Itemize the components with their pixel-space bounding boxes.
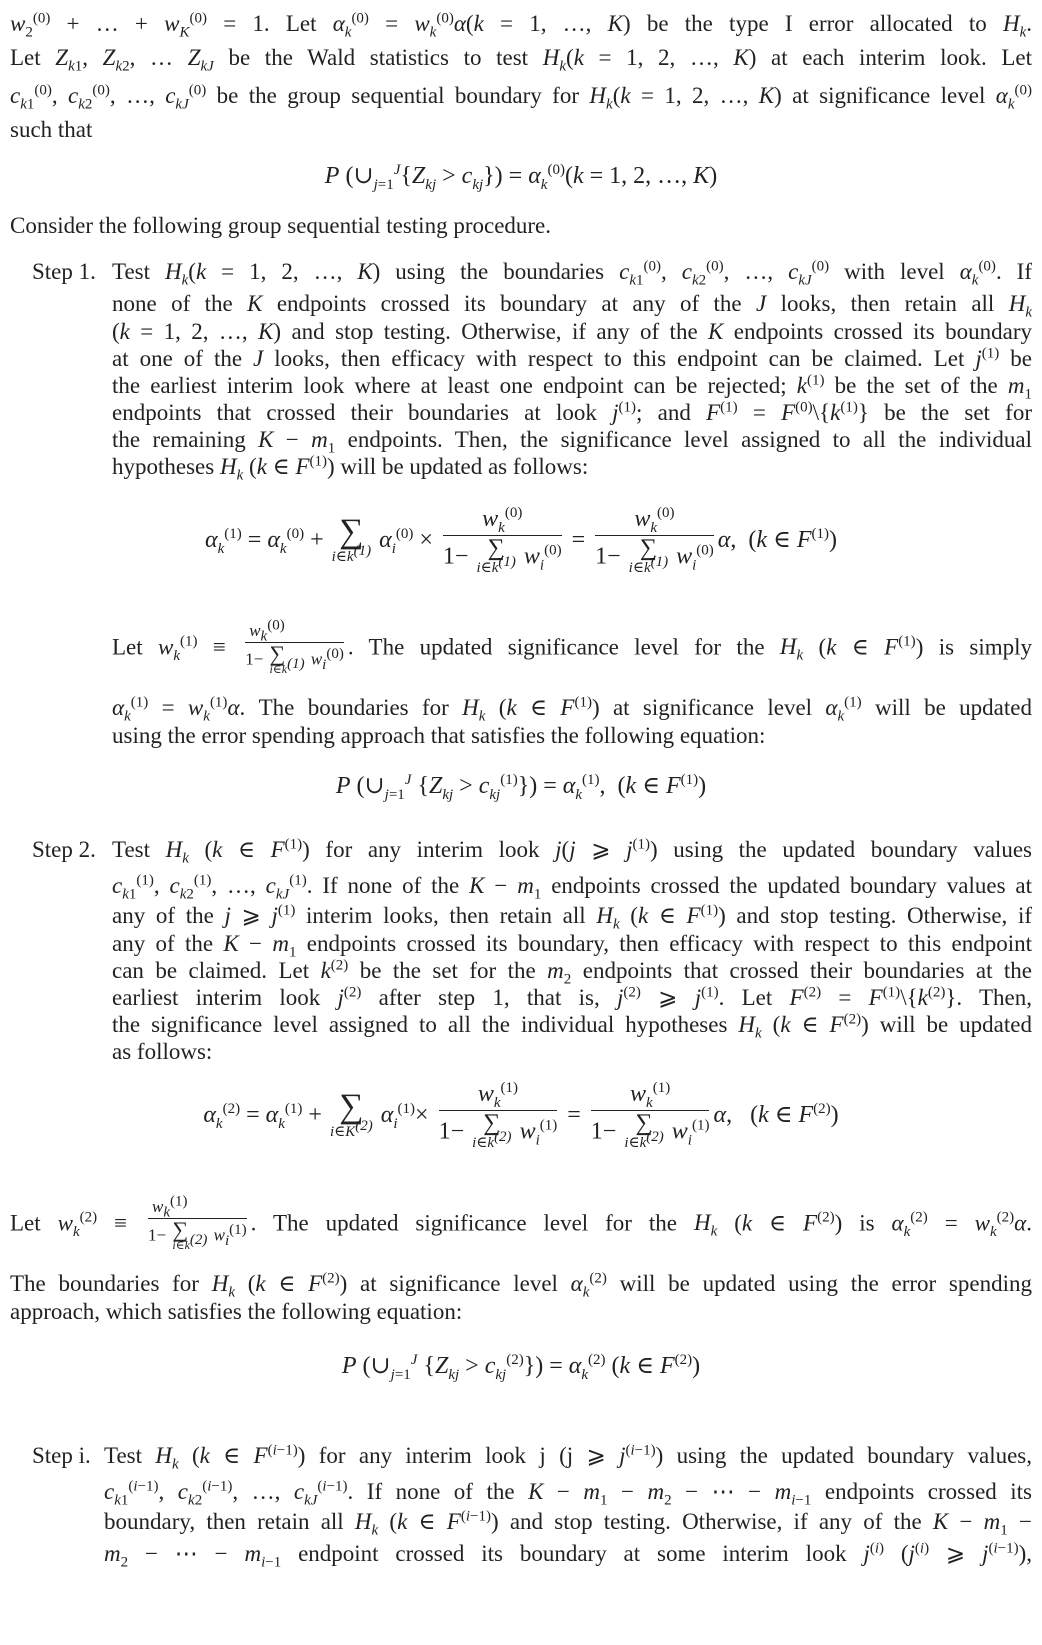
step-i-line-2: $c_{k1}^{(i-1)}$, $c_{k2}^{(i-1)}$, …, $c_{kJ}^{(i-1)}$. If none of the $K - m_1 - m_2$ − ⋯ − $m_{i-1}$ endpoints crossed its	[104, 1478, 1033, 1509]
step-1-line-2: none of the K endpoints crossed its boundary at any of the J looks, then retain all $H_k$	[112, 291, 1032, 321]
step-2-line-6: earliest interim look $j^{(2)}$ after step 1, that is, $j^{(2)}$ ⩾ $j^{(1)}$. Let $F^{(2)}$ = $F^{(1)}\backslash\{k^{(2)}\}$. Then,	[112, 984, 1032, 1010]
intro-line-4: such that	[10, 117, 93, 142]
equation-alpha-2: $\alpha_k^{(2)} = \alpha_k^{(1)}$ + ∑ $i\in K^{(2)}$ $\alpha_i^{(1)}\times$ $w_k^{(1)}$ 1− ∑ $i\in k^{(2)}$ $w_i^{(1)}$ = $w_k^{(1)}$ 1− ∑ $i\in k^{(2)}$ $w_i^{(1)}$ α, (k ∈ $F^{(2)}$)	[203, 1080, 839, 1151]
step-2-label: Step 2.	[32, 837, 96, 862]
intro-line-1: $w_2^{(0)}$ + … + $w_K^{(0)} = 1$. Let $\alpha_k^{(0)} = w_k^{(0)}\alpha(k = 1$, …, K) be the type I error allocated to $H_k$.	[10, 10, 1032, 41]
step-2-line-1: Test $H_k$ (k ∈ $F^{(1)}$) for any interim look j(j ⩾ $j^{(1)}$) using the updated boundary values	[112, 836, 1032, 867]
step-i-line-1: Test $H_k$ (k ∈ $F^{(i-1)}$) for any interim look j (j ⩾ $j^{(i-1)}$) using the updated boundary values,	[104, 1442, 1033, 1473]
step-1-line-1: Test $H_k(k = 1$, 2, …, K) using the boundaries $c_{k1}^{(0)}$, $c_{k2}^{(0)}$, …, $c_{kJ}^{(0)}$ with level $\alpha_k^{(0)}$. If	[112, 258, 1032, 289]
step-1-weight-definition: Let $w_k^{(1)}$ ≡ $w_k^{(0)}$ 1− ∑ $i\in k^{(1)}$ $w_i^{(0)}$ . The updated significance level for the $H_k$ (k ∈ $F^{(1)}$) is simply	[112, 617, 1032, 676]
intro-line-3: $c_{k1}^{(0)}$, $c_{k2}^{(0)}$, …, $c_{kJ}^{(0)}$ be the group sequential boundary for $H_k(k = 1$, 2, …, K) at significance level $\alpha_k^{(0)}$	[10, 82, 1032, 113]
step-2-line-7: the significance level assigned to all the individual hypotheses $H_k$ (k ∈ $F^{(2)}$) will be updated	[112, 1011, 1032, 1042]
after-step-2-line-1: The boundaries for $H_k$ (k ∈ $F^{(2)}$) at significance level $\alpha_k^{(2)}$ will be updated using the error spending	[10, 1270, 1032, 1301]
step-1-line-3: (k = 1, 2, …, K) and stop testing. Otherwise, if any of the K endpoints crossed its boundary	[112, 319, 1032, 344]
after-step-2-line-2: approach, which satisfies the following equation:	[10, 1299, 463, 1324]
step-2-line-5: can be claimed. Let $k^{(2)}$ be the set for the $m_2$ endpoints that crossed their boundaries at the	[112, 957, 1033, 988]
step-2-line-3: any of the j ⩾ $j^{(1)}$ interim looks, then retain all $H_k$ (k ∈ $F^{(1)}$) and stop testing. Otherwise, if	[112, 902, 1033, 933]
step-2-weight-definition: Let $w_k^{(2)}$ ≡ $w_k^{(1)}$ 1− ∑ $i\in k^{(2)}$ $w_i^{(1)}$ . The updated significance level for the $H_k$ (k ∈ $F^{(2)}$) is $\alpha_k^{(2)} = w_k^{(2)}\alpha$.	[10, 1193, 1032, 1252]
step-1-line-6: endpoints that crossed their boundaries at look $j^{(1)}$; and $F^{(1)}$ = $F^{(0)}\backslash\{k^{(1)}\}$ be the set for	[112, 399, 1032, 425]
step-i-label: Step i.	[32, 1443, 91, 1468]
step-i-line-3: boundary, then retain all $H_k$ (k ∈ $F^{(i-1)}$) and stop testing. Otherwise, if any of the $K - m_1$ −	[104, 1508, 1032, 1539]
step-2-line-4: any of the $K - m_1$ endpoints crossed its boundary, then efficacy with respect to this endpoint	[112, 931, 1032, 961]
equation-boundary-1: P ($\cup_{j=1}^J$ $\{Z_{kj} > c_{kj}^{(1)}\}) = \alpha_k^{(1)}$, (k ∈ $F^{(1)}$)	[335, 772, 707, 803]
step-1-line-7: the remaining $K - m_1$ endpoints. Then, the significance level assigned to all the individual	[112, 427, 1032, 457]
step-1-line-updated-alpha: $\alpha_k^{(1)} = w_k^{(1)}\alpha$. The boundaries for $H_k$ (k ∈ $F^{(1)}$) at significance level $\alpha_k^{(1)}$ will be updated	[112, 694, 1032, 725]
step-1-line-5: the earliest interim look where at least one endpoint can be rejected; $k^{(1)}$ be the set of the $m_1$	[112, 372, 1032, 403]
step-i-line-4: $m_2$ − ⋯ − $m_{i-1}$ endpoint crossed its boundary at some interim look $j^{(i)}$ ($j^{(i)}$ ⩾ $j^{(i-1)}$),	[104, 1540, 1032, 1571]
step-1-line-4: at one of the J looks, then efficacy with respect to this endpoint can be claimed. Let $j^{(1)}$ be	[112, 345, 1032, 371]
step-1-label: Step 1.	[32, 259, 96, 284]
step-2-line-2: $c_{k1}^{(1)}$, $c_{k2}^{(1)}$, …, $c_{kJ}^{(1)}$. If none of the $K - m_1$ endpoints crossed the updated boundary values at	[112, 872, 1032, 903]
step-1-line-8: hypotheses $H_k$ (k ∈ $F^{(1)}$) will be updated as follows:	[112, 453, 589, 484]
equation-boundary-0: P $(\cup_{j=1}^J\{Z_{kj} > c_{kj}\}) = \alpha_k^{(0)}(k = 1$, 2, …, K)	[324, 162, 718, 193]
step-1-line-error-spending: using the error spending approach that satisfies the following equation:	[112, 723, 766, 748]
step-2-line-8: as follows:	[112, 1039, 213, 1064]
intro-line-2: Let $Z_{k1}$, $Z_{k2}$, … $Z_{kJ}$ be the Wald statistics to test $H_k(k = 1$, 2, …, K) at each interim look. Let	[10, 45, 1033, 75]
equation-alpha-1: $\alpha_k^{(1)} = \alpha_k^{(0)}$ + ∑ $i\in k^{(1)}$ $\alpha_i^{(0)}$ × $w_k^{(0)}$ 1− ∑ $i\in k^{(1)}$ $w_i^{(0)}$ = $w_k^{(0)}$ 1− ∑ $i\in k^{(1)}$ $w_i^{(0)}$ α, (k ∈ $F^{(1)}$)	[204, 505, 837, 576]
equation-boundary-2: P ($\cup_{j=1}^J$ $\{Z_{kj} > c_{kj}^{(2)}\}) = \alpha_k^{(2)}$ (k ∈ $F^{(2)}$)	[341, 1352, 701, 1383]
intro-line-5: Consider the following group sequential testing procedure.	[10, 213, 552, 238]
